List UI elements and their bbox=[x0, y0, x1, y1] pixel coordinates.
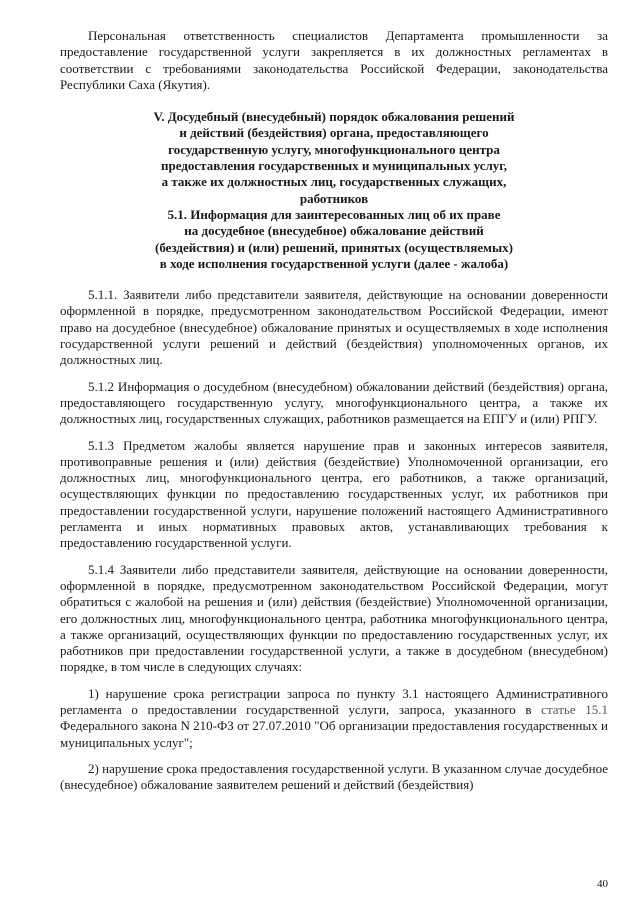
section-heading-line: работников bbox=[299, 190, 369, 206]
paragraph-5-1-2: 5.1.2 Информация о досудебном (внесудебном) обжаловании действий (бездействия) органа, предоставляющего государственную услугу, многофункционального центра, а также их должностных лиц, государственных служащих, работников размещается на ЕПГУ и (или) РПГУ. bbox=[60, 378, 608, 427]
list-item-1 bbox=[60, 686, 608, 751]
section-heading-line: а также их должностных лиц, государственных служащих, bbox=[161, 174, 507, 190]
section-heading-line: V. Досудебный (внесудебный) порядок обжалования решений bbox=[153, 109, 515, 125]
law-article-link[interactable]: статье 15.1 bbox=[541, 701, 608, 717]
list-item-1-text-end: Федерального закона N 210-ФЗ от 27.07.2010 "Об организации предоставления государственных и муниципальных услуг"; bbox=[60, 718, 608, 750]
subsection-heading-line: на досудебное (внесудебное) обжалование действий bbox=[184, 223, 484, 239]
intro-paragraph: Персональная ответственность специалистов Департамента промышленности за предоставление государственной услуги закрепляется в их должностных регламентах в соответствии с требованиями законодательства Российской Федерации, законодательства Республики Саха (Якутия). bbox=[60, 28, 608, 92]
section-heading-line: государственную услугу, многофункционального центра bbox=[168, 141, 500, 157]
subsection-heading-line: (бездействия) и (или) решений, принятых (осуществляемых) bbox=[155, 239, 513, 255]
section-heading bbox=[60, 109, 608, 207]
paragraph-5-1-3: 5.1.3 Предметом жалобы является нарушение прав и законных интересов заявителя, противоправные решения и (или) действия (бездействие) Уполномоченной организации, его должностных лиц, многофункционального центра, его работников, а также организаций, осуществляющих функции по предоставлению государственных услуг, их работников при предоставлении государственной услуги, нарушение положений настоящего Административного регламента и иных нормативных правовых актов, устанавливающих требования к предоставлению государственной услуги. bbox=[60, 437, 608, 551]
page-number: 40 bbox=[597, 878, 608, 890]
paragraph-5-1-4: 5.1.4 Заявители либо представители заявителя, действующие на основании доверенности, оформленной в порядке, предусмотренном законодательством Российской Федерации, могут обратиться с жалобой на решения и (или) действия (бездействие) Уполномоченной организации, его должностных лиц, многофункционального центра, работника многофункционального центра, а также организаций, осуществляющих функции по предоставлению государственных услуг, их работников при предоставлении государственной услуги, а также в досудебном (внесудебном) порядке, в том числе в следующих случаях: bbox=[60, 561, 608, 675]
list-item-1-text: 1) нарушение срока регистрации запроса по пункту 3.1 настоящего Административного регламента о предоставлении государственной услуги, запроса, указанного в bbox=[60, 685, 608, 717]
subsection-heading-line: в ходе исполнения государственной услуги (далее - жалоба) bbox=[159, 255, 509, 271]
document-page bbox=[60, 28, 608, 793]
section-heading-line: и действий (бездействия) органа, предоставляющего bbox=[179, 125, 489, 141]
subsection-heading bbox=[60, 207, 608, 272]
list-item-2: 2) нарушение срока предоставления государственной услуги. В указанном случае досудебное (внесудебное) обжалование заявителем решений и действий (бездействия) bbox=[60, 760, 608, 793]
paragraph-5-1-1: 5.1.1. Заявители либо представители заявителя, действующие на основании доверенности оформленной в порядке, предусмотренном законодательством Российской Федерации, имеют право на досудебное (внесудебное) обжалование принятых и осуществляемых в ходе исполнения государственной услуги решений и действий (бездействия) уполномоченных органов, их должностных лиц. bbox=[60, 287, 608, 368]
subsection-heading-line: 5.1. Информация для заинтересованных лиц об их праве bbox=[167, 206, 501, 222]
section-heading-line: предоставления государственных и муниципальных услуг, bbox=[161, 158, 507, 174]
